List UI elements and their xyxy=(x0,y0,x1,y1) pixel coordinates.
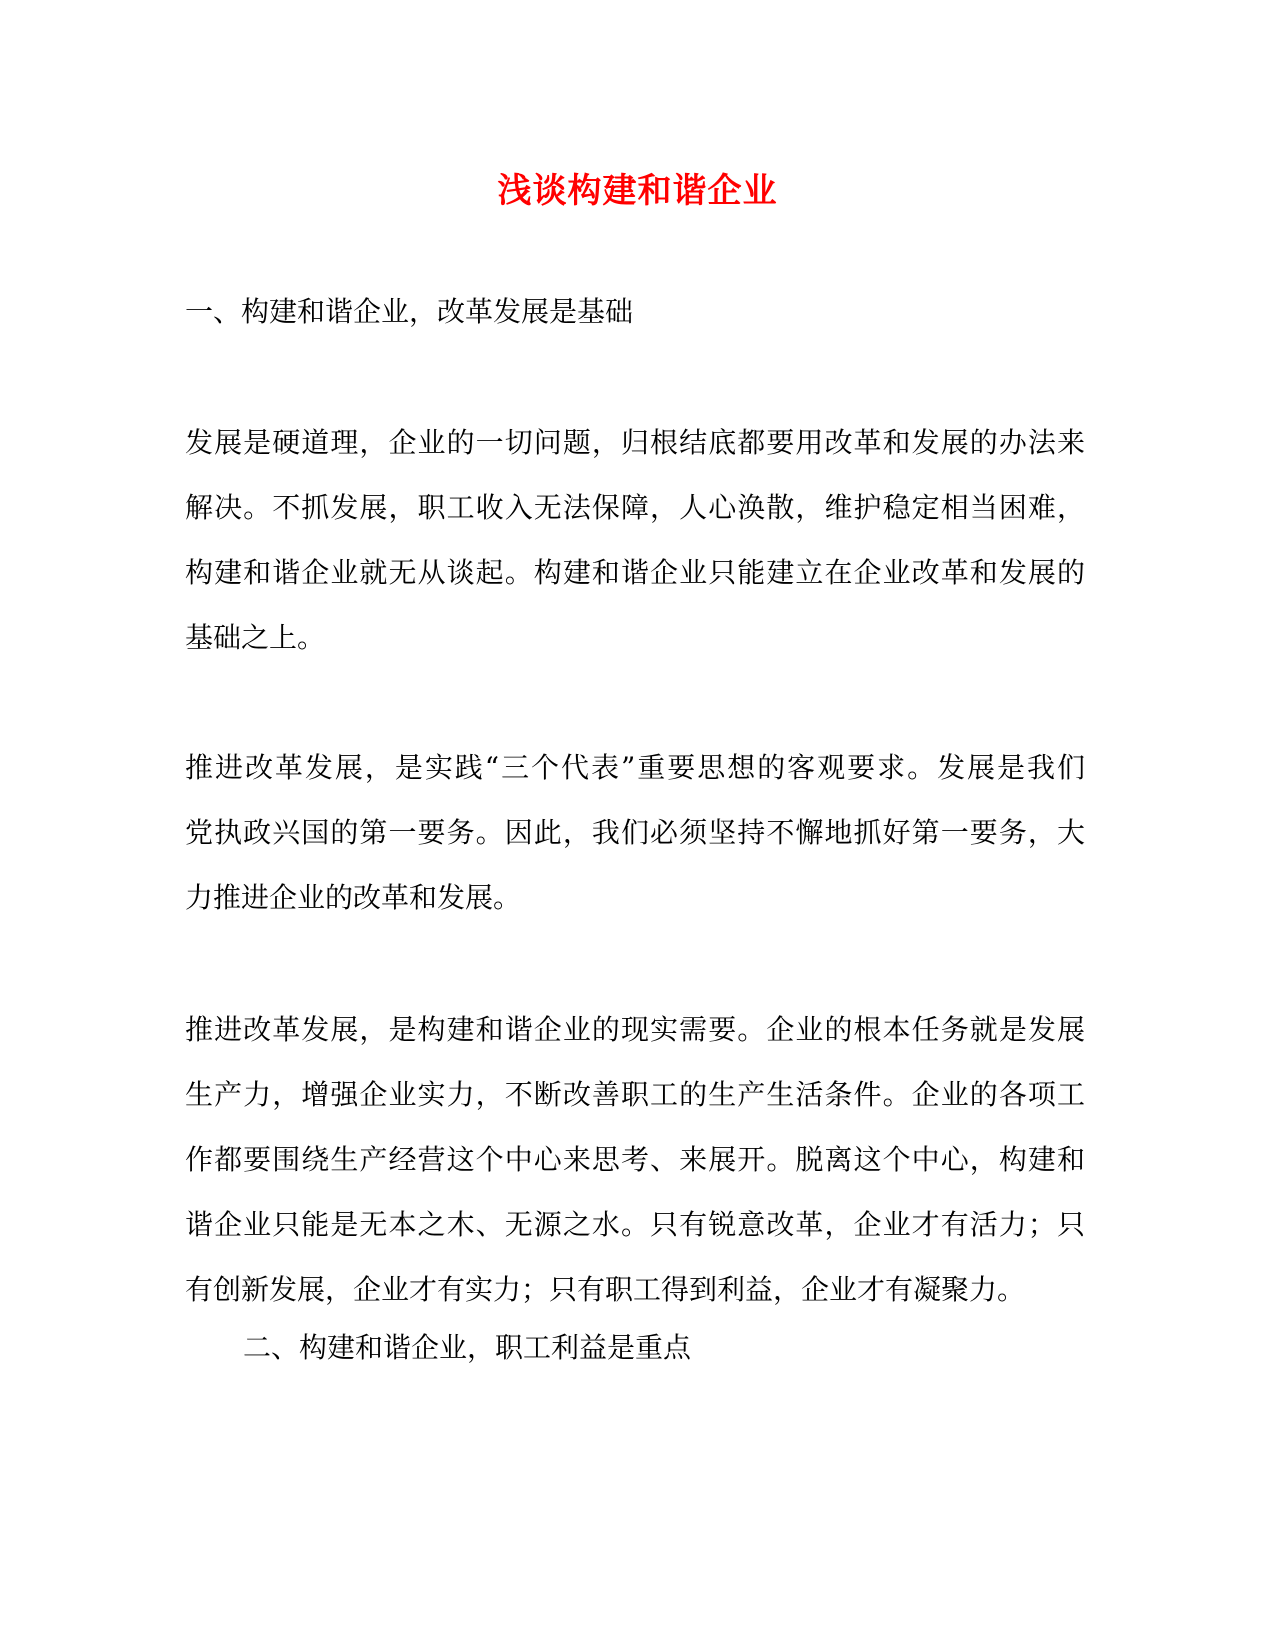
section-heading-1: 一、构建和谐企业，改革发展是基础 xyxy=(185,295,634,328)
paragraph-1-line: 解决。不抓发展，职工收入无法保障，人心涣散，维护稳定相当困难， xyxy=(185,491,1085,524)
paragraph-1-line: 构建和谐企业就无从谈起。构建和谐企业只能建立在企业改革和发展的 xyxy=(185,556,1085,589)
paragraph-3-line: 生产力，增强企业实力，不断改善职工的生产生活条件。企业的各项工 xyxy=(185,1078,1085,1111)
paragraph-3 xyxy=(185,997,1085,1322)
document-title: 浅谈构建和谐企业 xyxy=(497,171,778,211)
paragraph-2-line: 推进改革发展，是实践“三个代表”重要思想的客观要求。发展是我们 xyxy=(185,751,1085,784)
paragraph-2-line: 党执政兴国的第一要务。因此，我们必须坚持不懈地抓好第一要务，大 xyxy=(185,816,1085,849)
paragraph-3-line: 作都要围绕生产经营这个中心来思考、来展开。脱离这个中心，构建和 xyxy=(185,1143,1085,1176)
paragraph-1-line: 基础之上。 xyxy=(185,621,326,654)
section-heading-2: 二、构建和谐企业，职工利益是重点 xyxy=(243,1331,692,1364)
paragraph-1 xyxy=(185,410,1085,670)
paragraph-3-line: 有创新发展，企业才有实力；只有职工得到利益，企业才有凝聚力。 xyxy=(185,1273,1026,1306)
paragraph-2 xyxy=(185,735,1085,930)
paragraph-3-line: 推进改革发展，是构建和谐企业的现实需要。企业的根本任务就是发展 xyxy=(185,1013,1085,1046)
paragraph-1-line: 发展是硬道理，企业的一切问题，归根结底都要用改革和发展的办法来 xyxy=(185,426,1085,459)
paragraph-2-line: 力推进企业的改革和发展。 xyxy=(185,881,522,914)
paragraph-3-line: 谐企业只能是无本之木、无源之水。只有锐意改革，企业才有活力；只 xyxy=(185,1208,1085,1241)
